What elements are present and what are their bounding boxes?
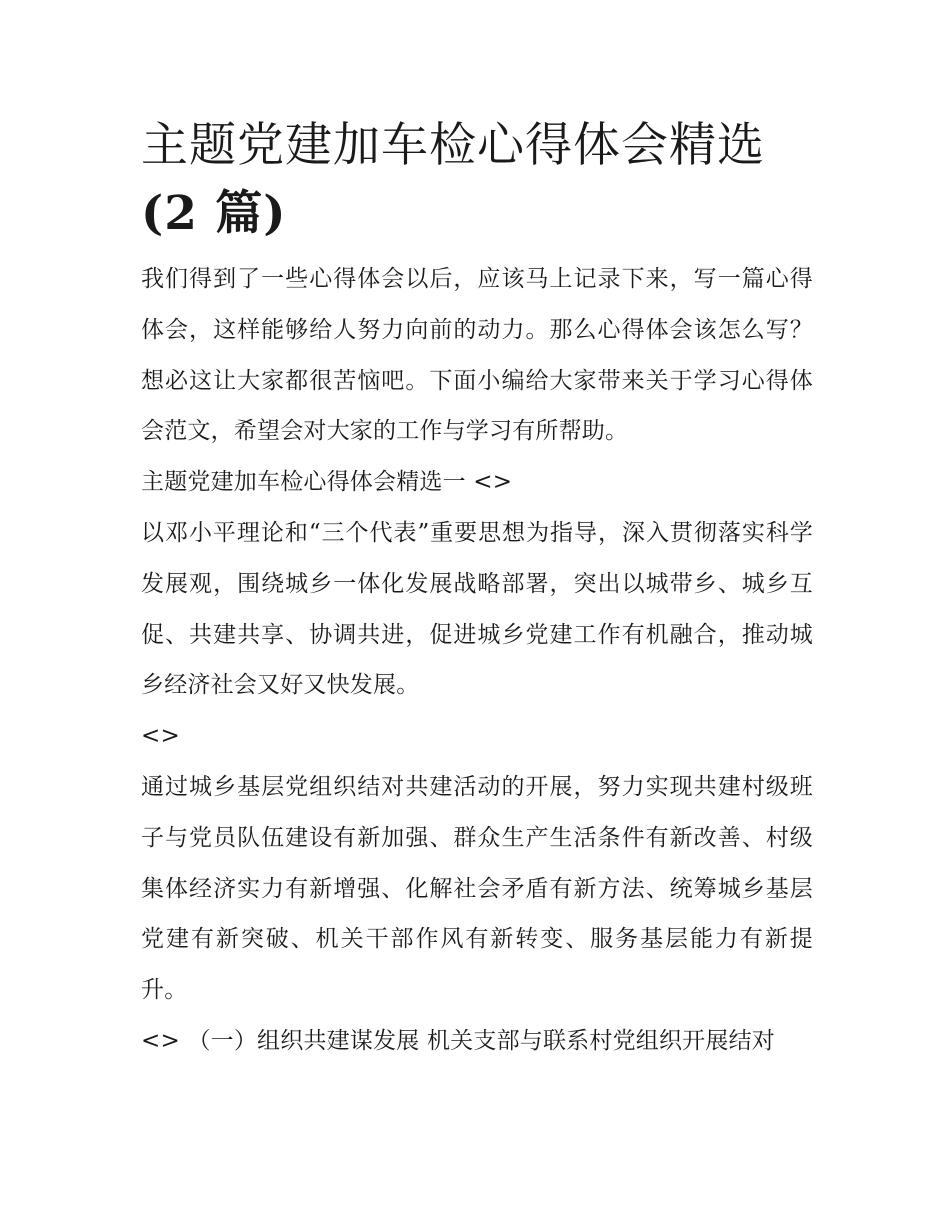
placeholder-marker: <>: [141, 723, 180, 750]
title-line-2: (2 篇): [141, 186, 287, 241]
section-heading: 主题党建加车检心得体会精选一 <>: [141, 469, 513, 496]
goals-paragraph: 通过城乡基层党组织结对共建活动的开展，努力实现共建村级班子与党员队伍建设有新加强、群众生产生活条件有新改善、村级集体经济实力有新增强、化解社会矛盾有新方法、统筹城乡基层党建有新突破、机关干部作风有新转变、服务基层能力有新提升。: [141, 773, 813, 1004]
title-line-1: 主题党建加车检心得体会精选: [141, 118, 765, 173]
subsection-paragraph: <> （一）组织共建谋发展 机关支部与联系村党组织开展结对: [141, 1027, 775, 1054]
intro-paragraph: 我们得到了一些心得体会以后，应该马上记录下来，写一篇心得体会，这样能够给人努力向前的动力。那么心得体会该怎么写？想必这让大家都很苦恼吧。下面小编给大家带来关于学习心得体会范文，希望会对大家的工作与学习有所帮助。: [141, 266, 813, 445]
document-title: [141, 112, 813, 248]
document-body: [141, 112, 813, 1067]
guiding-paragraph: 以邓小平理论和“三个代表”重要思想为指导，深入贯彻落实科学发展观，围绕城乡一体化发展战略部署，突出以城带乡、城乡互促、共建共享、协调共进，促进城乡党建工作有机融合，推动城乡经济社会又好又快发展。: [141, 519, 813, 699]
